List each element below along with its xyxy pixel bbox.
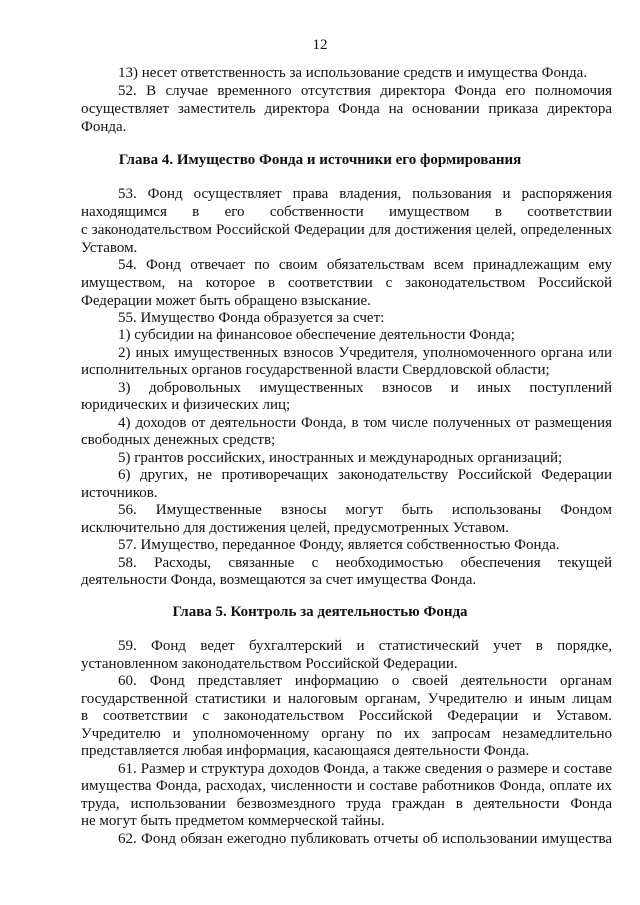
text-line: 57. Имущество, переданное Фонду, является собственностью Фонда. <box>118 537 560 553</box>
text-line: с законодательством Российской Федерации для достижения целей, определенных <box>81 222 612 238</box>
text-line: источников. <box>81 485 158 501</box>
chapter-heading: Глава 5. Контроль за деятельностью Фонда <box>172 604 468 620</box>
text-line: Учредителю и уполномоченному органу по их запросам незамедлительно <box>81 726 612 742</box>
text-line: представляется любая информация, касающаяся деятельности Фонда. <box>81 743 530 759</box>
text-line: 56. Имущественные взносы могут быть использованы Фондом <box>118 502 612 518</box>
text-line: 58. Расходы, связанные с необходимостью обеспечения текущей <box>118 555 612 571</box>
text-line: 60. Фонд представляет информацию о своей деятельности органам <box>118 673 612 689</box>
text-line: имуществом, на которое в соответствии с законодательством Российской <box>81 275 612 291</box>
text-line: 59. Фонд ведет бухгалтерский и статистический учет в порядке, <box>118 638 612 654</box>
text-line: 3) добровольных имущественных взносов и иных поступлений <box>118 380 612 396</box>
text-line: 2) иных имущественных взносов Учредителя, уполномоченного органа или <box>118 345 612 361</box>
text-line: Фонда. <box>81 119 127 135</box>
text-line: 62. Фонд обязан ежегодно публиковать отчеты об использовании имущества <box>118 831 612 847</box>
chapter-heading: Глава 4. Имущество Фонда и источники его формирования <box>118 152 522 168</box>
text-line: 52. В случае временного отсутствия директора Фонда его полномочия <box>118 83 612 99</box>
text-line: 13) несет ответственность за использование средств и имущества Фонда. <box>118 65 588 81</box>
text-line: 55. Имущество Фонда образуется за счет: <box>118 310 385 326</box>
text-line: в соответствии с законодательством Российской Федерации и Уставом. <box>81 708 612 724</box>
text-line: Уставом. <box>81 240 138 256</box>
text-line: 1) субсидии на финансовое обеспечение деятельности Фонда; <box>118 327 515 343</box>
text-line: исключительно для достижения целей, предусмотренных Уставом. <box>81 520 510 536</box>
text-line: не могут быть предметом коммерческой тайны. <box>81 813 385 829</box>
text-line: 5) грантов российских, иностранных и международных организаций; <box>118 450 563 466</box>
text-line: 53. Фонд осуществляет права владения, пользования и распоряжения <box>118 186 612 202</box>
text-line: имущества Фонда, расходах, численности и составе работников Фонда, оплате их <box>81 778 612 794</box>
page-number: 12 <box>312 37 328 53</box>
text-line: 4) доходов от деятельности Фонда, в том числе полученных от размещения <box>118 415 612 431</box>
text-line: осуществляет заместитель директора Фонда на основании приказа директора <box>81 101 612 117</box>
text-line: исполнительных органов государственной власти Свердловской области; <box>81 362 550 378</box>
text-line: находящимся в его собственности имуществом в соответствии <box>81 204 612 220</box>
text-line: 54. Фонд отвечает по своим обязательствам всем принадлежащим ему <box>118 257 612 273</box>
text-line: юридических и физических лиц; <box>81 397 291 413</box>
text-line: государственной статистики и налоговым органам, Учредителю и иным лицам <box>81 691 612 707</box>
text-line: деятельности Фонда, возмещаются за счет имущества Фонда. <box>81 572 477 588</box>
text-line: свободных денежных средств; <box>81 432 276 448</box>
text-line: установленном законодательством Российской Федерации. <box>81 656 458 672</box>
text-line: Федерации может быть обращено взыскание. <box>81 293 371 309</box>
text-line: 61. Размер и структура доходов Фонда, а также сведения о размере и составе <box>118 761 612 777</box>
text-line: труда, использовании безвозмездного труда граждан в деятельности Фонда <box>81 796 612 812</box>
text-line: 6) других, не противоречащих законодательству Российской Федерации <box>118 467 612 483</box>
